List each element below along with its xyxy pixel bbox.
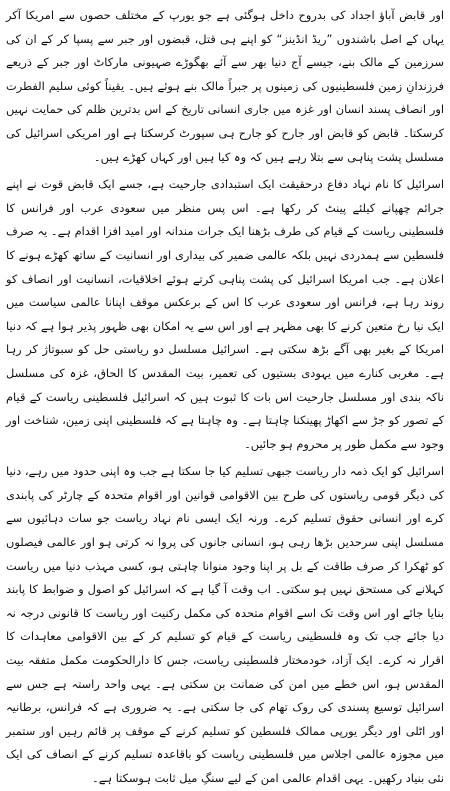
article-body: [6, 0, 444, 791]
paragraph-1: اور قابض آباؤ اجداد کی بدروح داخل ہوگئی ہے جو یورپ کے مختلف حصوں سے امریکا آکر یہاں کے اصل باشندوں ”ریڈ انڈینز“ کو اپنے ہی قتل، قبضوں اور جبر سے پسپا کر کے ان کی سرزمین کے مالک بنے، جیسے آج دنیا بھر سے آئے بھگوڑے صہیونی مارکاٹ اور جبر کے ذریعے فرزندانِ زمین فلسطینیوں کی زمینوں پر جبراً مالک بنے ہوئے ہیں۔ یقیناً کوئی سلیم الفطرت اور انصاف پسند انسان اور غزہ میں جاری انسانی تاریخ کے اس بدترین ظلم کی حمایت نہیں کرسکتا۔ قابض کو قابض اور جارح کو جارح ہی سپورٹ کرسکتا ہے اور امریکی اسرائیل کی مسلسل پشت پناہی سے بتلا رہے ہیں کہ وہ کیا ہیں اور کہاں کھڑے ہیں۔: [6, 8, 444, 164]
paragraph-3: اسرائیل کو ایک ذمہ دار ریاست جبھی تسلیم کیا جا سکتا ہے جب وہ اپنی حدود میں رہے، دنیا کی دیگر قومی ریاستوں کی طرح بین الاقوامی قوانین اور اقوام متحدہ کے چارٹر کی پابندی کرے اور انسانی حقوق تسلیم کرے۔ ورنہ ایک ایسی نام نہاد ریاست جو سات دہائیوں سے مسلسل اپنی سرحدیں بڑھا رہی ہو، انسانی جانوں کی پروا نہ کرتی ہو اور عالمی فیصلوں کو ٹھکرا کر صرف طاقت کے بل پر اپنا وجود منوانا چاہتی ہو، کسی مہذب دنیا میں ریاست کہلانے کی مستحق نہیں ہو سکتی۔ اب وقت آ گیا ہے کہ اسرائیل کو اصول و ضوابط کا پابند بنایا جائے اور اس وقت تک اسے اقوام متحدہ کی مکمل رکنیت اور ریاست کا قانونی درجہ نہ دیا جائے جب تک وہ فلسطینی ریاست کے قیام کو تسلیم کر کے بین الاقوامی معاہدات کا اقرار نہ کرے۔ ایک آزاد، خودمختار فلسطینی ریاست، جس کا دارالحکومت مکمل متفقہ بیت المقدس ہو، اس خطے میں امن کی ضمانت بن سکتی ہے۔ یہی واحد راستہ ہے جس سے اسرائیل توسیع پسندی کی روک تھام کی جا سکتی ہے۔ یہ ضروری ہے کہ فرانس، برطانیہ اور اٹلی اور دیگر یورپی ممالک فلسطین کو تسلیم کرنے کے موقف پر قائم رہیں اور ستمبر میں مجوزہ عالمی اجلاس میں فلسطینی ریاست کو باقاعدہ تسلیم کرنے کے انصاف کی ایک نئی بنیاد رکھیں۔ یہی اقدام عالمی امن کے لیے سنگِ میل ثابت ہوسکتا ہے۔: [6, 464, 444, 785]
paragraph-2: اسرائیل کا نام نہاد دفاع درحقیقت ایک استبدادی جارحیت ہے، جسے ایک قابض قوت نے اپنے جرائم چھپانے کیلئے پینٹ کر رکھا ہے۔ اس پس منظر میں سعودی عرب اور فرانس کا فلسطینی ریاست کے قیام کی طرف بڑھنا ایک جرات مندانہ اور امید افزا اقدام ہے۔ یہ صرف فلسطین سے ہمدردی نہیں بلکہ عالمی ضمیر کی بیداری اور انسانیت کے ساتھ کھڑے ہونے کا اعلان ہے۔ جب امریکا اسرائیل کی پشت پناہی کرتے ہوئے اخلاقیات، انسانیت اور انصاف کو روند رہا ہے، فرانس اور سعودی عرب کا اس کے برعکس موقف اپنانا عالمی سیاست میں ایک نیا رخ متعین کرنے کا بھی مظہر ہے اور اس سے یہ امکان بھی ظہور پذیر ہوا ہے کہ دنیا امریکا کے بغیر بھی آگے بڑھ سکتی ہے۔ اسرائیل مسلسل دو ریاستی حل کو سبوتاژ کر رہا ہے۔ مغربی کنارے میں یہودی بستیوں کی تعمیر، بیت المقدس کا الحاق، غزہ کی مسلسل ناکہ بندی اور مسلسل جارحیت اس بات کا ثبوت ہیں کہ اسرائیل فلسطینی ریاست کے قیام کے تصور کو جڑ سے اکھاڑ پھینکنا چاہتا ہے۔ وہ چاہتا ہے کہ فلسطینی اپنی زمین، شناخت اور وجود سے مکمل طور پر محروم ہو جائیں۔: [6, 177, 444, 451]
